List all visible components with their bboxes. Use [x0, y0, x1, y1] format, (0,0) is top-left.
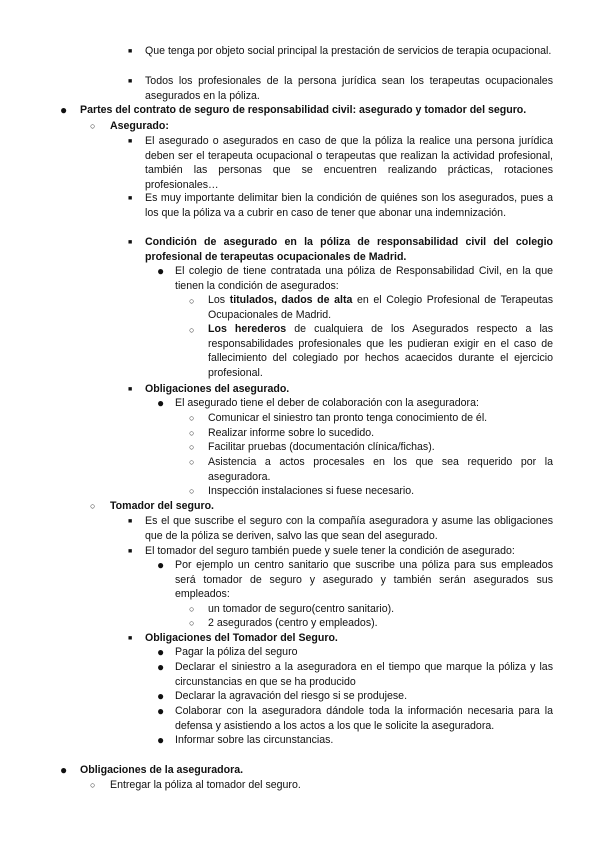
- circle-bullet-icon: ○: [189, 296, 195, 306]
- square-bullet-icon: ■: [128, 548, 133, 555]
- list-item-heading: Condición de asegurado en la póliza de responsabilidad civil del colegio profesional de terapeutas ocupacionales de Madrid.: [145, 236, 553, 263]
- list-item: Los herederos de cualquiera de los Asegurados respecto a las responsabilidades profesionales que les pudieran exigir en el caso de fallecimiento del colegiado por hechos acaecidos durante el ejercicio profesional.: [208, 323, 553, 379]
- list-item: Es el que suscribe el seguro con la compañía aseguradora y asume las obligaciones que de la póliza se deriven, salvo las que sean del asegurado.: [145, 515, 553, 542]
- list-item: Comunicar el siniestro tan pronto tenga conocimiento de él.: [208, 412, 488, 424]
- section-heading: Obligaciones de la aseguradora.: [80, 764, 244, 776]
- circle-bullet-icon: ○: [189, 618, 195, 628]
- square-bullet-icon: ■: [128, 195, 133, 202]
- list-item: El asegurado o asegurados en caso de que la póliza la realice una persona jurídica deben ser el terapeuta ocupacional o terapeutas que realizan la actividad profesional, también las personas que se encuentren realizando prácticas, rotaciones profesionales…: [145, 135, 553, 191]
- square-bullet-icon: ■: [128, 78, 133, 85]
- square-bullet-icon: ■: [128, 239, 133, 246]
- list-item: El asegurado tiene el deber de colaboración con la aseguradora:: [175, 397, 479, 409]
- dot-bullet-icon: ●: [157, 689, 165, 703]
- list-item: Por ejemplo un centro sanitario que suscribe una póliza para sus empleados será tomador de seguro y asegurado y también serán asegurados sus empleados:: [175, 559, 553, 601]
- circle-bullet-icon: ○: [189, 486, 195, 496]
- dot-bullet-icon: ●: [157, 396, 165, 410]
- list-item: Los titulados, dados de alta en el Colegio Profesional de Terapeutas Ocupacionales de Madrid.: [208, 294, 553, 321]
- circle-bullet-icon: ○: [189, 413, 195, 423]
- list-item: Que tenga por objeto social principal la prestación de servicios de terapia ocupacional.: [145, 45, 552, 57]
- list-item: 2 asegurados (centro y empleados).: [208, 617, 378, 629]
- dot-bullet-icon: ●: [157, 660, 165, 674]
- list-item: Declarar el siniestro a la aseguradora en el tiempo que marque la póliza y las circunstancias en que se ha producido: [175, 661, 553, 688]
- circle-bullet-icon: ○: [189, 457, 195, 467]
- list-item: Facilitar pruebas (documentación clínica/fichas).: [208, 441, 435, 453]
- list-item: Asistencia a actos procesales en los que sea requerido por la aseguradora.: [208, 456, 553, 483]
- circle-bullet-icon: ○: [189, 325, 195, 335]
- section-heading: Partes del contrato de seguro de responsabilidad civil: asegurado y tomador del seguro.: [80, 104, 527, 116]
- list-item: Inspección instalaciones si fuese necesario.: [208, 485, 415, 497]
- dot-bullet-icon: ●: [157, 704, 165, 718]
- list-item-heading: Obligaciones del asegurado.: [145, 383, 290, 395]
- list-item: El colegio de tiene contratada una póliza de Responsabilidad Civil, en la que tienen la condición de asegurados:: [175, 265, 553, 292]
- subsection-heading: Asegurado:: [110, 120, 169, 132]
- dot-bullet-icon: ●: [157, 733, 165, 747]
- square-bullet-icon: ■: [128, 635, 133, 642]
- list-item: un tomador de seguro(centro sanitario).: [208, 603, 395, 615]
- circle-bullet-icon: ○: [90, 501, 96, 511]
- dot-bullet-icon: ●: [157, 558, 165, 572]
- dot-bullet-icon: ●: [157, 264, 165, 278]
- square-bullet-icon: ■: [128, 138, 133, 145]
- circle-bullet-icon: ○: [189, 428, 195, 438]
- dot-bullet-icon: ●: [157, 645, 165, 659]
- list-item: El tomador del seguro también puede y suele tener la condición de asegurado:: [145, 545, 515, 557]
- circle-bullet-icon: ○: [189, 604, 195, 614]
- square-bullet-icon: ■: [128, 518, 133, 525]
- subsection-heading: Tomador del seguro.: [110, 500, 214, 512]
- circle-bullet-icon: ○: [90, 121, 96, 131]
- list-item: Es muy importante delimitar bien la condición de quiénes son los asegurados, pues a los que la póliza va a cubrir en caso de tener que abonar una indemnización.: [145, 192, 553, 219]
- list-item: Declarar la agravación del riesgo si se produjese.: [175, 690, 408, 702]
- dot-bullet-icon: ●: [60, 103, 68, 117]
- list-item: Colaborar con la aseguradora dándole toda la información necesaria para la defensa y asistiendo a los actos a los que le solicite la aseguradora.: [175, 705, 553, 732]
- list-item: Entregar la póliza al tomador del seguro.: [110, 779, 301, 791]
- list-item: Informar sobre las circunstancias.: [175, 734, 334, 746]
- square-bullet-icon: ■: [128, 48, 133, 55]
- list-item: Pagar la póliza del seguro: [175, 646, 298, 658]
- circle-bullet-icon: ○: [189, 442, 195, 452]
- list-item: Realizar informe sobre lo sucedido.: [208, 427, 375, 439]
- dot-bullet-icon: ●: [60, 763, 68, 777]
- square-bullet-icon: ■: [128, 386, 133, 393]
- list-item-heading: Obligaciones del Tomador del Seguro.: [145, 632, 338, 644]
- circle-bullet-icon: ○: [90, 780, 96, 790]
- list-item: Todos los profesionales de la persona jurídica sean los terapeutas ocupacionales asegurados en la póliza.: [145, 75, 553, 102]
